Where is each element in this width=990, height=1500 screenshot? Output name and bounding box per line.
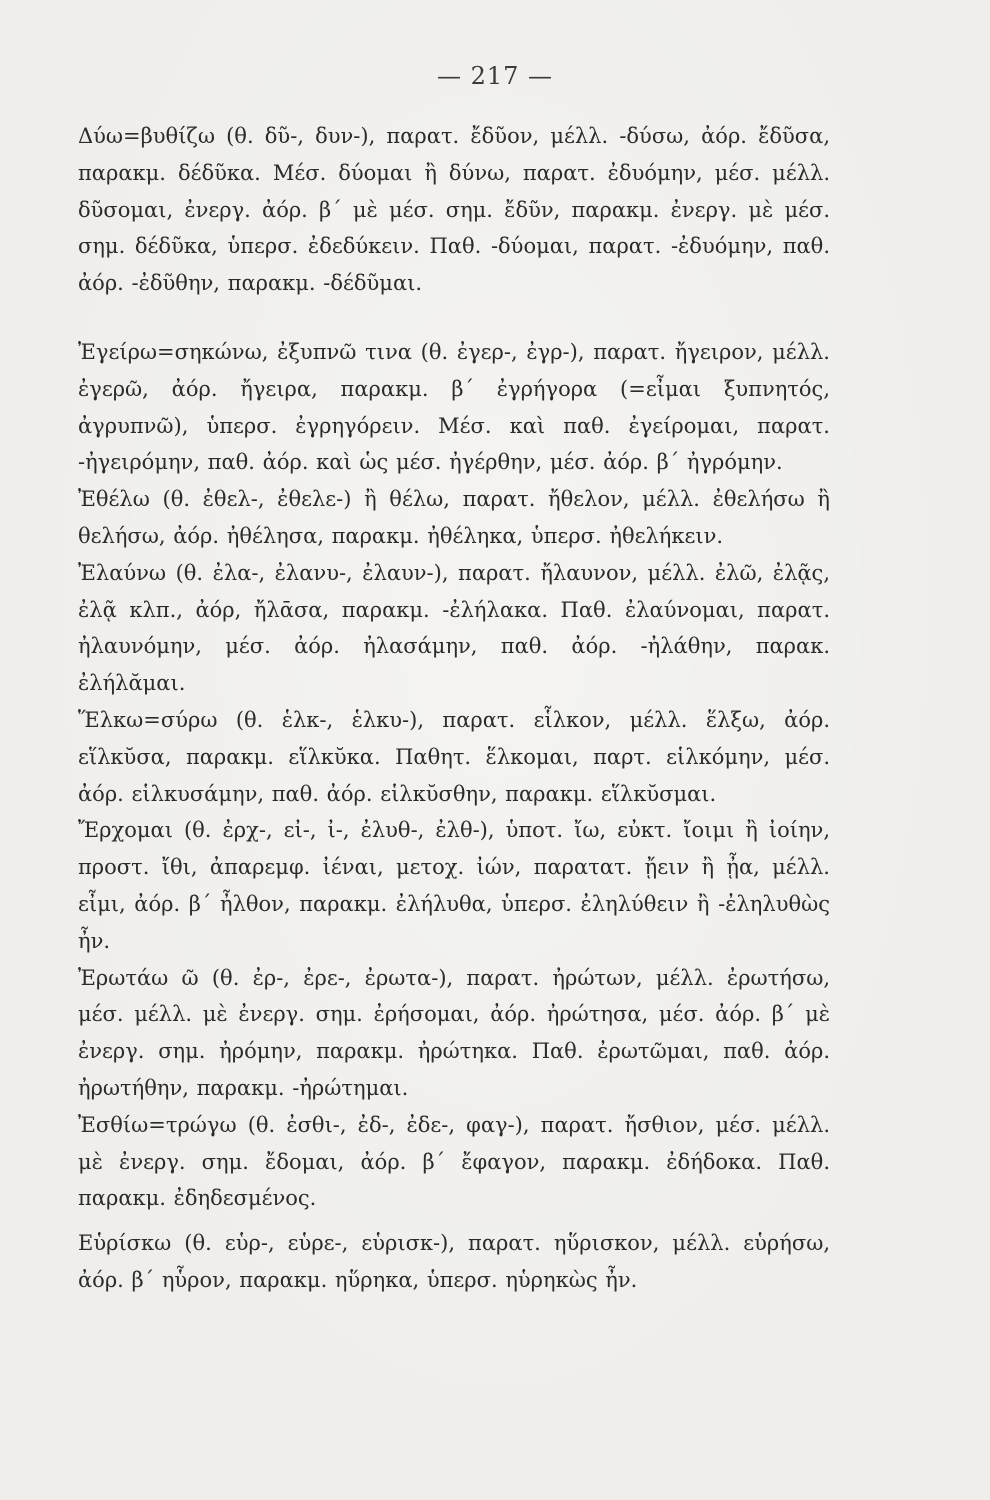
entry-egeiro: Ἐγείρω=σηκώνω, ἐξυπνῶ τινα (θ. ἐγερ-, ἐγρ-), παρατ. ἤγειρον, μέλλ. ἐγερῶ, ἀόρ. ἤγειρα, παρακμ. β΄ ἐγρήγορα (=εἶμαι ξυπνητός, ἀγρυπνῶ), ὑπερσ. ἐγρηγόρειν. Μέσ. καὶ παθ. ἐγείρομαι, παρατ. -ἠγειρόμην, παθ. ἀόρ. καὶ ὡς μέσ. ἠγέρθην, μέσ. ἀόρ. β΄ ἠγρόμην. xyxy=(78,339,830,475)
entry-heurisko: Εὑρίσκω (θ. εὑρ-, εὑρε-, εὑρισκ-), παρατ. ηὕρισκον, μέλλ. εὑρήσω, ἀόρ. β΄ ηὗρον, παρακμ. ηὕρηκα, ὑπερσ. ηὑρηκὼς ἦν. xyxy=(78,1231,830,1292)
entry-erotao: Ἐρωτάω ῶ (θ. ἐρ-, ἐρε-, ἐρωτα-), παρατ. ἠρώτων, μέλλ. ἐρωτήσω, μέσ. μέλλ. μὲ ἐνεργ. σημ. ἐρήσομαι, ἀόρ. ἠρώτησα, μέσ. ἀόρ. β΄ μὲ ἐνεργ. σημ. ἠρόμην, παρακμ. ἠρώτηκα. Παθ. ἐρωτῶμαι, παθ. ἀόρ. ἠρωτήθην, παρακμ. -ἠρώτημαι. xyxy=(78,965,830,1100)
entry-esthio: Ἐσθίω=τρώγω (θ. ἐσθι-, ἐδ-, ἐδε-, φαγ-), παρατ. ἤσθιον, μέσ. μέλλ. μὲ ἐνεργ. σημ. ἔδομαι, ἀόρ. β΄ ἔφαγον, παρακμ. ἐδήδοκα. Παθ. παρακμ. ἐδηδεσμένος. xyxy=(78,1112,830,1211)
entry-ethelo: Ἐθέλω (θ. ἐθελ-, ἐθελε-) ἢ θέλω, παρατ. ἤθελον, μέλλ. ἐθελήσω ἢ θελήσω, ἀόρ. ἠθέλησα, παρακμ. ἠθέληκα, ὑπερσ. ἠθελήκειν. xyxy=(78,487,830,548)
page-number: — 217 — xyxy=(436,62,554,90)
entry-elauno: Ἐλαύνω (θ. ἐλα-, ἐλανυ-, ἐλαυν-), παρατ. ἤλαυνον, μέλλ. ἐλῶ, ἐλᾷς, ἐλᾷ κλπ., ἀόρ, ἤλᾱσα, παρακμ. -ἐλήλακα. Παθ. ἐλαύνομαι, παρατ. ἠλαυνόμην, μέσ. ἀόρ. ἠλασάμην, παθ. ἀόρ. -ἠλάθην, παρακ. ἐλήλᾰμαι. xyxy=(78,560,830,696)
entry-helko: Ἕλκω=σύρω (θ. ἑλκ-, ἑλκυ-), παρατ. εἷλκον, μέλλ. ἕλξω, ἀόρ. εἵλκῠσα, παρακμ. εἵλκῠκα. Παθητ. ἕλκομαι, παρτ. εἱλκόμην, μέσ. ἀόρ. εἱλκυσάμην, παθ. ἀόρ. εἱλκῠσθην, παρακμ. εἵλκῠσμαι. xyxy=(78,707,830,806)
entry-dyo: Δύω=βυθίζω (θ. δῦ-, δυν-), παρατ. ἔδῦον, μέλλ. -δύσω, ἀόρ. ἔδῦσα, παρακμ. δέδῦκα. Μέσ. δύομαι ἢ δύνω, παρατ. ἐδυόμην, μέσ. μέλλ. δῦσομαι, ἐνεργ. ἀόρ. β΄ μὲ μέσ. σημ. ἔδῦν, παρακμ. ἐνεργ. μὲ μέσ. σημ. δέδῦκα, ὑπερσ. ἐδεδύκειν. Παθ. -δύομαι, παρατ. -ἐδυόμην, παθ. ἀόρ. -ἐδῦθην, παρακμ. -δέδῦμαι. xyxy=(78,124,830,296)
dictionary-text xyxy=(78,118,830,1299)
entry-erchomai: Ἔρχομαι (θ. ἐρχ-, εἰ-, ἰ-, ἐλυθ-, ἐλθ-), ὑποτ. ἴω, εὐκτ. ἴοιμι ἢ ἰοίην, προστ. ἴθι, ἀπαρεμφ. ἰέναι, μετοχ. ἰών, παρατατ. ᾔειν ἢ ᾖα, μέλλ. εἶμι, ἀόρ. β΄ ἦλθον, παρακμ. ἐλήλυθα, ὑπερσ. ἐληλύθειν ἢ -ἐληλυθὼς ἦν. xyxy=(78,818,830,953)
